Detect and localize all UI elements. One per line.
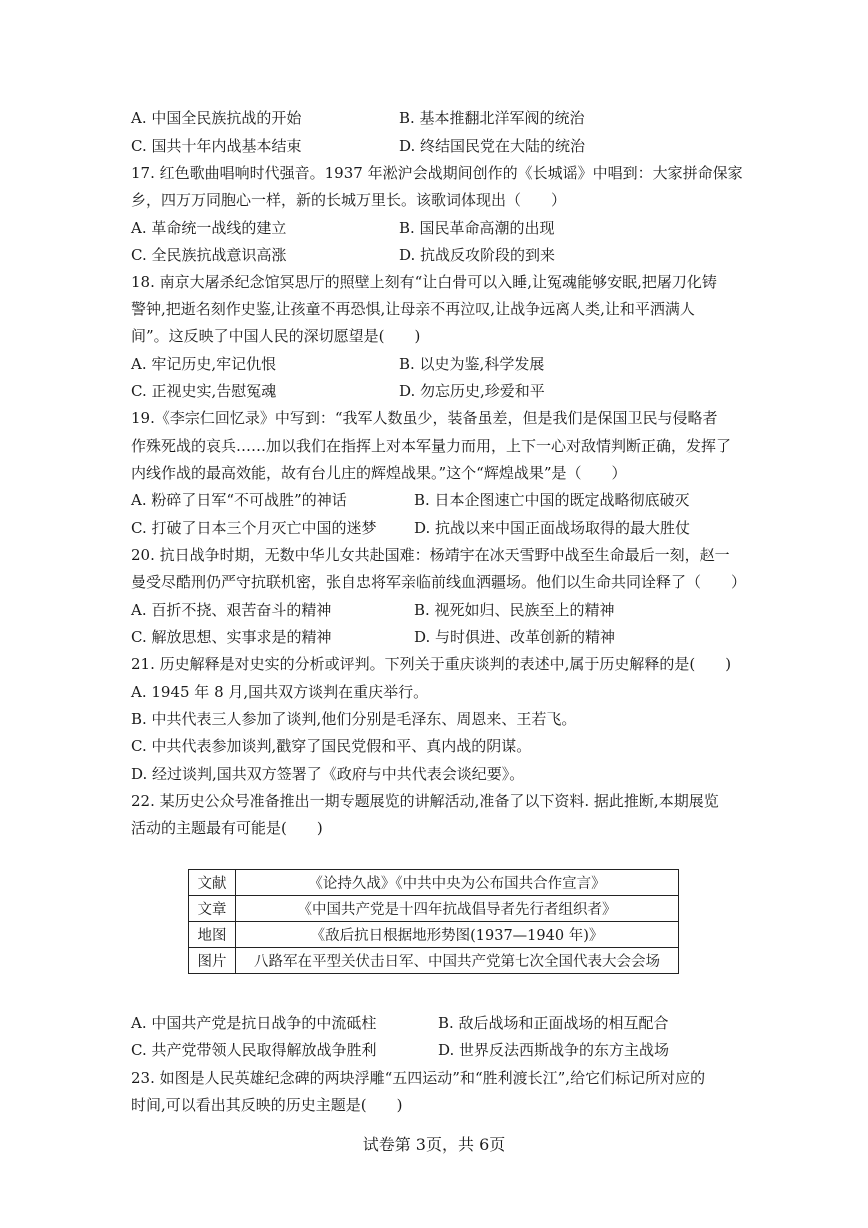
table-cell-type: 文章 xyxy=(189,896,236,922)
q23-stem-line-1: 23. 如图是人民英雄纪念碑的两块浮雕“五四运动”和“胜利渡长江”,给它们标记所对应的 xyxy=(131,1069,706,1087)
q16-option-c[interactable]: C. 国共十年内战基本结束 xyxy=(131,137,302,155)
q16-options-row-1 xyxy=(131,108,731,128)
q17-stem-line-2: 乡，四万万同胞心一样，新的长城万里长。该歌词体现出（ ） xyxy=(131,191,567,209)
q20-stem-line-2: 曼受尽酷刑仍严守抗联机密，张自忠将军亲临前线血洒疆场。他们以生命共同诠释了（ ） xyxy=(131,573,747,591)
q22-stem-line-1: 22. 某历史公众号准备推出一期专题展览的讲解活动,准备了以下资料. 据此推断,本期展览 xyxy=(131,792,719,810)
q19-options-row-1 xyxy=(131,490,731,510)
q20-options-row-1 xyxy=(131,600,731,620)
q17-option-d[interactable]: D. 抗战反攻阶段的到来 xyxy=(399,246,556,264)
q19-stem-line-3: 内线作战的最高效能，故有台儿庄的辉煌战果。”这个“辉煌战果”是（ ） xyxy=(131,464,627,482)
q18-option-b[interactable]: B. 以史为鉴,科学发展 xyxy=(399,355,545,373)
q22-stem-line-2: 活动的主题最有可能是( ) xyxy=(131,819,323,837)
table-row xyxy=(189,870,679,896)
table-cell-content: 《中国共产党是十四年抗战倡导者先行者组织者》 xyxy=(236,896,679,922)
q19-options-row-2 xyxy=(131,518,731,538)
q17-option-c[interactable]: C. 全民族抗战意识高涨 xyxy=(131,246,287,264)
q17-option-a[interactable]: A. 革命统一战线的建立 xyxy=(131,219,287,237)
q16-options-row-2 xyxy=(131,136,731,156)
q21-option-d[interactable]: D. 经过谈判,国共双方签署了《政府与中共代表会谈纪要》。 xyxy=(131,765,525,783)
q21-stem-line-1: 21. 历史解释是对史实的分析或评判。下列关于重庆谈判的表述中,属于历史解释的是( ) xyxy=(131,655,732,673)
q23-stem-line-2: 时间,可以看出其反映的历史主题是( ) xyxy=(131,1096,403,1114)
q19-option-d[interactable]: D. 抗战以来中国正面战场取得的最大胜仗 xyxy=(414,519,691,537)
q22-options-row-2 xyxy=(131,1040,771,1060)
q18-option-c[interactable]: C. 正视史实,告慰冤魂 xyxy=(131,382,277,400)
q16-option-b[interactable]: B. 基本推翻北洋军阀的统治 xyxy=(399,109,585,127)
q17-options-row-1 xyxy=(131,218,731,238)
table-cell-content: 《敌后抗日根据地形势图(1937—1940 年)》 xyxy=(236,922,679,948)
q18-option-d[interactable]: D. 勿忘历史,珍爱和平 xyxy=(399,382,545,400)
q21-option-b[interactable]: B. 中共代表三人参加了谈判,他们分别是毛泽东、周恩来、王若飞。 xyxy=(131,710,577,728)
table-cell-type: 图片 xyxy=(189,948,236,974)
q20-stem-line-1: 20. 抗日战争时期，无数中华儿女共赴国难：杨靖宇在冰天雪野中战至生命最后一刻，赵一 xyxy=(131,546,730,564)
q19-option-c[interactable]: C. 打破了日本三个月灭亡中国的迷梦 xyxy=(131,519,377,537)
q20-option-d[interactable]: D. 与时俱进、改革创新的精神 xyxy=(414,628,616,646)
table-cell-content: 《论持久战》《中共中央为公布国共合作宣言》 xyxy=(236,870,679,896)
q18-options-row-2 xyxy=(131,381,731,401)
table-row xyxy=(189,896,679,922)
q22-options-row-1 xyxy=(131,1013,771,1033)
table-cell-type: 地图 xyxy=(189,922,236,948)
page-footer: 试卷第 3页，共 6页 xyxy=(362,1135,506,1154)
q21-option-c[interactable]: C. 中共代表参加谈判,戳穿了国民党假和平、真内战的阴谋。 xyxy=(131,737,532,755)
q19-stem-line-2: 作殊死战的哀兵……加以我们在指挥上对本军量力而用，上下一心对敌情判断正确，发挥了 xyxy=(131,437,732,455)
q22-option-b[interactable]: B. 敌后战场和正面战场的相互配合 xyxy=(438,1014,669,1032)
table-row xyxy=(189,922,679,948)
q20-options-row-2 xyxy=(131,627,731,647)
q18-stem-line-3: 间”。这反映了中国人民的深切愿望是( ) xyxy=(131,327,421,345)
q20-option-a[interactable]: A. 百折不挠、艰苦奋斗的精神 xyxy=(131,601,332,619)
q17-option-b[interactable]: B. 国民革命高潮的出现 xyxy=(399,219,555,237)
q18-stem-line-2: 警钟,把逝名刻作史鉴,让孩童不再恐惧,让母亲不再泣叹,让战争远离人类,让和平洒满人 xyxy=(131,300,695,318)
q19-stem-line-1: 19.《李宗仁回忆录》中写到：“我军人数虽少，装备虽差，但是我们是保国卫民与侵略者 xyxy=(131,409,718,427)
q19-option-a[interactable]: A. 粉碎了日军“不可战胜”的神话 xyxy=(131,491,347,509)
table-cell-type: 文献 xyxy=(189,870,236,896)
q22-material-table xyxy=(188,869,679,974)
q20-option-b[interactable]: B. 视死如归、民族至上的精神 xyxy=(414,601,615,619)
q22-option-c[interactable]: C. 共产党带领人民取得解放战争胜利 xyxy=(131,1041,377,1059)
q19-option-b[interactable]: B. 日本企图速亡中国的既定战略彻底破灭 xyxy=(414,491,690,509)
q22-option-a[interactable]: A. 中国共产党是抗日战争的中流砥柱 xyxy=(131,1014,377,1032)
q17-options-row-2 xyxy=(131,245,731,265)
q16-option-d[interactable]: D. 终结国民党在大陆的统治 xyxy=(399,137,586,155)
q21-option-a[interactable]: A. 1945 年 8 月,国共双方谈判在重庆举行。 xyxy=(131,683,429,701)
q17-stem-line-1: 17. 红色歌曲唱响时代强音。1937 年淞沪会战期间创作的《长城谣》中唱到：大家拼命保家 xyxy=(131,164,743,182)
q18-options-row-1 xyxy=(131,354,731,374)
q18-option-a[interactable]: A. 牢记历史,牢记仇恨 xyxy=(131,355,277,373)
table-cell-content: 八路军在平型关伏击日军、中国共产党第七次全国代表大会会场 xyxy=(236,948,679,974)
q20-option-c[interactable]: C. 解放思想、实事求是的精神 xyxy=(131,628,332,646)
q18-stem-line-1: 18. 南京大屠杀纪念馆冥思厅的照壁上刻有“让白骨可以入睡,让冤魂能够安眠,把屠刀化铸 xyxy=(131,273,717,291)
q16-option-a[interactable]: A. 中国全民族抗战的开始 xyxy=(131,109,302,127)
table-row xyxy=(189,948,679,974)
q22-option-d[interactable]: D. 世界反法西斯战争的东方主战场 xyxy=(438,1041,670,1059)
